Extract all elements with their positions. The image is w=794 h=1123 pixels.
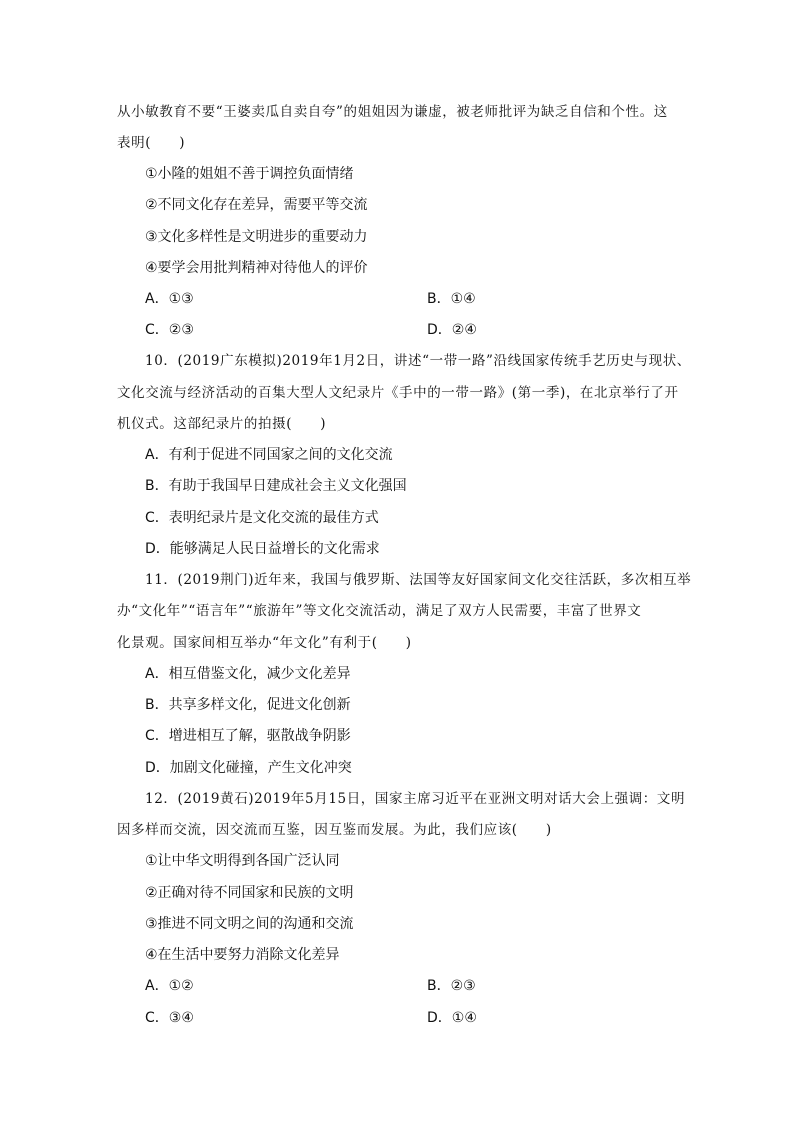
q11-stem-line-1: 11．(2019荆门)近年来，我国与俄罗斯、法国等友好国家间文化交往活跃，多次相互举	[145, 572, 692, 588]
q11-option-b: B．共享多样文化，促进文化创新	[145, 697, 351, 713]
q10-option-b: B．有助于我国早日建成社会主义文化强国	[145, 478, 407, 494]
q12-stem-line-2: 因多样而交流，因交流而互鉴，因互鉴而发展。为此，我们应该( )	[117, 822, 552, 838]
q12-choice-c: C．③④	[145, 1010, 194, 1026]
q11-option-c: C．增进相互了解，驱散战争阴影	[145, 728, 351, 744]
q9-item-1: ①小隆的姐姐不善于调控负面情绪	[145, 166, 354, 182]
q12-item-1: ①让中华文明得到各国广泛认同	[145, 853, 340, 869]
q12-item-3: ③推进不同文明之间的沟通和交流	[145, 916, 354, 932]
q12-choice-b: B．②③	[427, 978, 476, 994]
q9-choice-c: C．②③	[145, 322, 194, 338]
q11-stem-line-3: 化景观。国家间相互举办“年文化”有利于( )	[117, 635, 412, 651]
q9-stem-line-1: 从小敏教育不要“王婆卖瓜自卖自夸”的姐姐因为谦虚，被老师批评为缺乏自信和个性。这	[117, 104, 668, 120]
q12-choice-a: A．①②	[145, 978, 194, 994]
q9-item-2: ②不同文化存在差异，需要平等交流	[145, 197, 368, 213]
q10-stem-line-1: 10．(2019广东模拟)2019年1月2日，讲述“一带一路”沿线国家传统手艺历史与现状、	[145, 353, 691, 369]
q12-item-4: ④在生活中要努力消除文化差异	[145, 947, 340, 963]
q10-stem-line-2: 文化交流与经济活动的百集大型人文纪录片《手中的一带一路》(第一季)，在北京举行了开	[117, 385, 679, 401]
q12-item-2: ②正确对待不同国家和民族的文明	[145, 885, 354, 901]
q9-stem-line-2: 表明( )	[117, 135, 186, 151]
q12-stem-line-1: 12．(2019黄石)2019年5月15日，国家主席习近平在亚洲文明对话大会上强调：文明	[145, 791, 686, 807]
q9-item-4: ④要学会用批判精神对待他人的评价	[145, 260, 368, 276]
q10-option-a: A．有利于促进不同国家之间的文化交流	[145, 447, 393, 463]
q11-option-d: D．加剧文化碰撞，产生文化冲突	[145, 760, 352, 776]
q9-choice-d: D．②④	[427, 322, 477, 338]
q11-option-a: A．相互借鉴文化，减少文化差异	[145, 666, 351, 682]
q12-choice-d: D．①④	[427, 1010, 477, 1026]
q11-stem-line-2: 办“文化年”“语言年”“旅游年”等文化交流活动，满足了双方人民需要，丰富了世界文	[117, 603, 642, 619]
q10-option-c: C．表明纪录片是文化交流的最佳方式	[145, 510, 379, 526]
q9-choice-b: B．①④	[427, 291, 476, 307]
q10-option-d: D．能够满足人民日益增长的文化需求	[145, 541, 380, 557]
q9-choice-a: A．①③	[145, 291, 194, 307]
q9-item-3: ③文化多样性是文明进步的重要动力	[145, 229, 368, 245]
q10-stem-line-3: 机仪式。这部纪录片的拍摄( )	[117, 416, 327, 432]
